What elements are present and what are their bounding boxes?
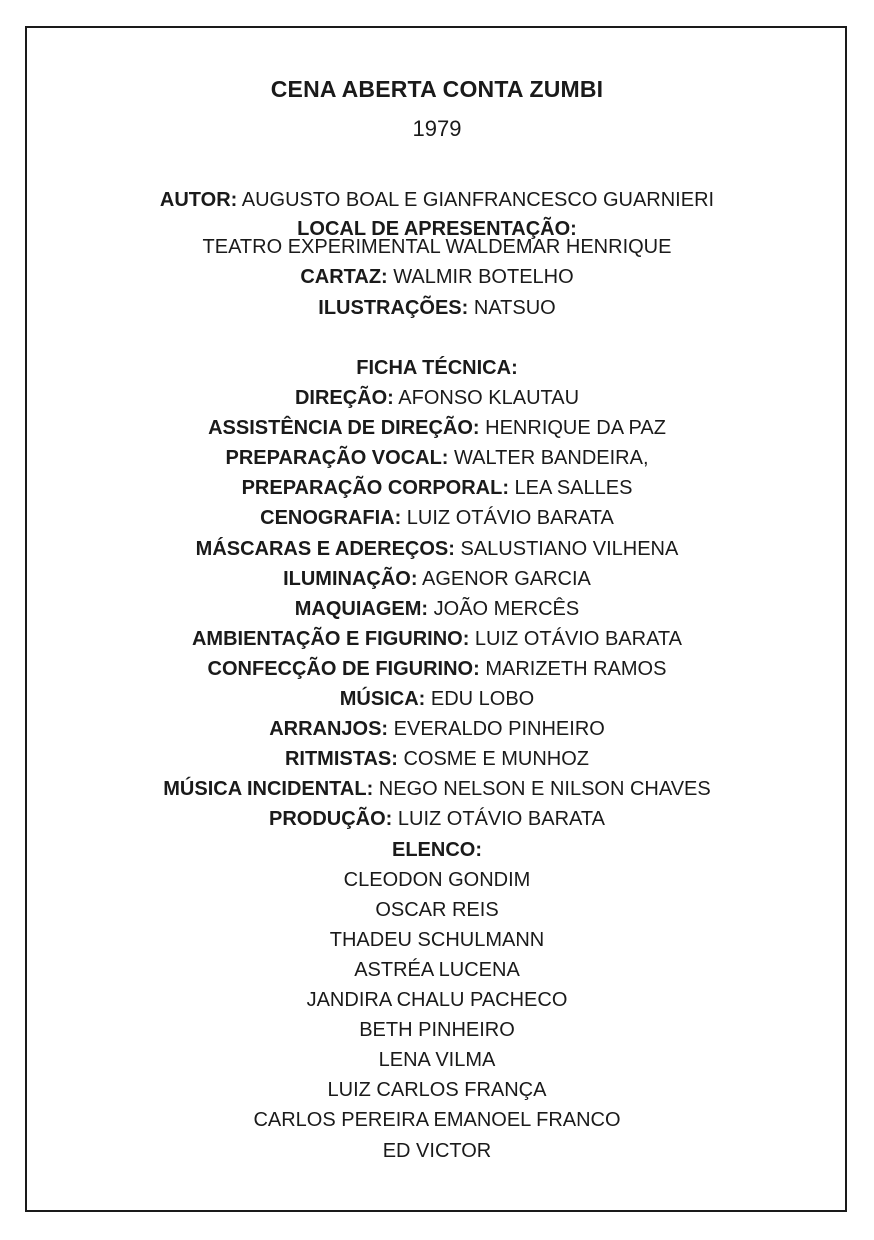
elenco-member: OSCAR REIS (375, 898, 499, 921)
ficha-item-value: EVERALDO PINHEIRO (388, 718, 605, 741)
ficha-item (0, 627, 874, 651)
ficha-item (0, 476, 874, 500)
ficha-item (0, 446, 874, 470)
elenco-member: LUIZ CARLOS FRANÇA (327, 1079, 547, 1102)
ficha-item-value: AGENOR GARCIA (417, 567, 591, 590)
ficha-item-label: RITMISTAS: (284, 748, 398, 771)
ficha-item-value: WALTER BANDEIRA, (448, 447, 649, 470)
page-title: CENA ABERTA CONTA ZUMBI (270, 76, 604, 102)
elenco-member: CLEODON GONDIM (343, 868, 531, 891)
ficha-item (0, 506, 874, 530)
credit-ilustracoes (0, 296, 874, 320)
ficha-item-label: PREPARAÇÃO VOCAL: (225, 447, 449, 470)
ficha-item-label: PREPARAÇÃO CORPORAL: (241, 477, 509, 500)
ficha-item (0, 687, 874, 711)
ficha-item (0, 747, 874, 771)
credit-label: CARTAZ: (300, 266, 388, 288)
credit-value: WALMIR BOTELHO (393, 266, 574, 288)
elenco-heading: ELENCO: (392, 838, 482, 861)
credit-value: TEATRO EXPERIMENTAL WALDEMAR HENRIQUE (202, 236, 672, 258)
credit-label: ILUSTRAÇÕES: (318, 297, 469, 319)
ficha-item (0, 567, 874, 591)
ficha-item-label: MÁSCARAS E ADEREÇOS: (195, 537, 455, 560)
ficha-item-value: SALUSTIANO VILHENA (454, 537, 679, 560)
ficha-item-value: JOÃO MERCÊS (428, 597, 580, 620)
ficha-item-value: LUIZ OTÁVIO BARATA (401, 507, 614, 530)
elenco-member: ED VICTOR (382, 1139, 492, 1162)
ficha-item (0, 416, 874, 440)
ficha-item-value: HENRIQUE DA PAZ (479, 417, 666, 440)
credit-label: AUTOR: (159, 189, 238, 211)
ficha-item-value: NEGO NELSON E NILSON CHAVES (373, 778, 711, 801)
credit-local-value-line (0, 235, 874, 259)
ficha-item-label: MAQUIAGEM: (294, 597, 429, 620)
ficha-item-label: MÚSICA: (339, 688, 426, 710)
ficha-item-label: MÚSICA INCIDENTAL: (163, 778, 374, 801)
elenco-member: LENA VILMA (378, 1049, 496, 1072)
ficha-item-value: COSME E MUNHOZ (397, 748, 590, 771)
elenco-member: BETH PINHEIRO (359, 1019, 515, 1042)
ficha-item (0, 807, 874, 831)
ficha-item-label: AMBIENTAÇÃO E FIGURINO: (191, 627, 470, 650)
elenco-member: CARLOS PEREIRA EMANOEL FRANCO (253, 1109, 621, 1132)
credit-value: AUGUSTO BOAL E GIANFRANCESCO GUARNIERI (241, 189, 715, 211)
ficha-item (0, 717, 874, 741)
ficha-item (0, 386, 874, 410)
ficha-item (0, 537, 874, 561)
elenco-member: JANDIRA CHALU PACHECO (306, 989, 568, 1011)
ficha-item-label: ASSISTÊNCIA DE DIREÇÃO: (208, 417, 480, 440)
ficha-item (0, 777, 874, 801)
ficha-item (0, 657, 874, 681)
elenco-member: ASTRÉA LUCENA (354, 958, 520, 981)
ficha-item-label: ILUMINAÇÃO: (283, 567, 418, 590)
ficha-item-value: MARIZETH RAMOS (479, 657, 667, 680)
ficha-item-value: LUIZ OTÁVIO BARATA (469, 627, 683, 650)
year: 1979 (412, 116, 462, 141)
credit-value: NATSUO (473, 297, 556, 319)
credit-autor (0, 188, 874, 212)
ficha-item-value: LUIZ OTÁVIO BARATA (392, 808, 605, 831)
ficha-tecnica-heading: FICHA TÉCNICA: (356, 357, 518, 379)
ficha-item-label: PRODUÇÃO: (269, 808, 393, 831)
credit-cartaz (0, 265, 874, 289)
ficha-item-value: EDU LOBO (425, 688, 535, 710)
ficha-item-label: CONFECÇÃO DE FIGURINO: (207, 657, 480, 680)
ficha-item-label: ARRANJOS: (269, 718, 389, 741)
ficha-item-value: AFONSO KLAUTAU (393, 387, 580, 409)
elenco-member: THADEU SCHULMANN (329, 928, 545, 951)
ficha-item-label: CENOGRAFIA: (260, 507, 402, 530)
ficha-item-label: DIREÇÃO: (294, 387, 394, 409)
credit-label: LOCAL DE APRESENTAÇÃO: (297, 218, 577, 240)
ficha-item-value: LEA SALLES (509, 477, 633, 500)
ficha-item (0, 597, 874, 621)
